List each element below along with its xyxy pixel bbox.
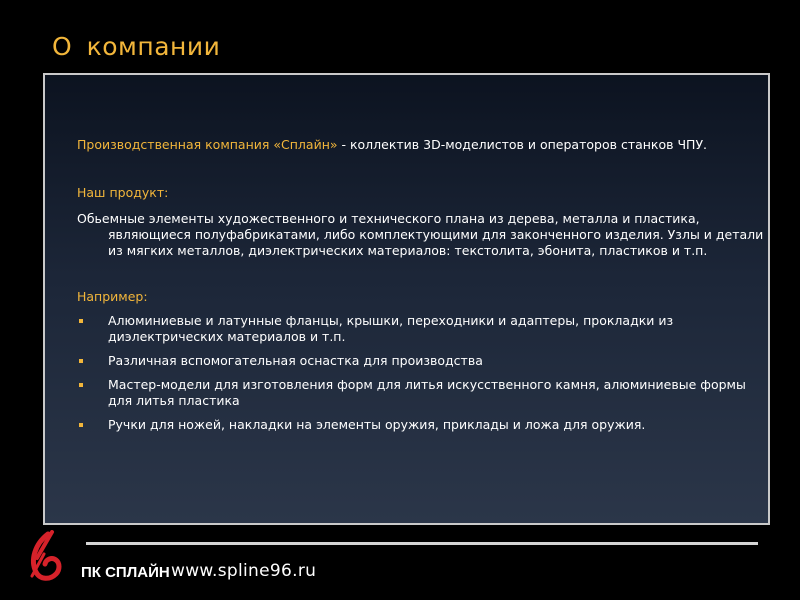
company-logo bbox=[26, 530, 170, 586]
examples-heading: Например: bbox=[77, 289, 148, 304]
list-item-text: Алюминиевые и латунные фланцы, крышки, переходники и адаптеры, прокладки из диэлектрических материалов и т.п. bbox=[108, 313, 674, 344]
product-description: Обьемные элементы художественного и технического плана из дерева, металла и пластика, являющиеся полуфабрикатами, либо комплектующими для законченного изделия. Узлы и детали из мягких металлов, диэлектрических материалов: текстолита, эбонита, пластиков и т.п. bbox=[77, 211, 764, 258]
company-name: Производственная компания «Сплайн» bbox=[77, 137, 338, 152]
logo-text: ПК СПЛАЙН bbox=[81, 564, 170, 581]
content-body bbox=[77, 137, 765, 441]
content-panel bbox=[43, 73, 770, 525]
intro-text: - коллектив 3D-моделистов и операторов станков ЧПУ. bbox=[337, 137, 708, 152]
list-item bbox=[77, 353, 765, 369]
slide-title: О компании bbox=[52, 32, 221, 61]
bullet-icon bbox=[79, 319, 83, 323]
list-item-text: Мастер-модели для изготовления форм для литья искусственного камня, алюминиевые формы для литья пластика bbox=[108, 377, 746, 408]
list-item-text: Ручки для ножей, накладки на элементы оружия, приклады и ложа для оружия. bbox=[108, 417, 646, 432]
list-item bbox=[77, 313, 765, 345]
bullet-icon bbox=[79, 359, 83, 363]
product-heading: Наш продукт: bbox=[77, 185, 169, 200]
intro-paragraph bbox=[77, 137, 765, 153]
bullet-icon bbox=[79, 423, 83, 427]
spline-logo-icon bbox=[26, 530, 86, 586]
website-link[interactable]: www.spline96.ru bbox=[171, 561, 317, 581]
list-item bbox=[77, 417, 765, 433]
list-item-text: Различная вспомогательная оснастка для производства bbox=[108, 353, 483, 368]
examples-list bbox=[77, 313, 765, 433]
list-item bbox=[77, 377, 765, 409]
footer-divider bbox=[86, 542, 758, 545]
bullet-icon bbox=[79, 383, 83, 387]
